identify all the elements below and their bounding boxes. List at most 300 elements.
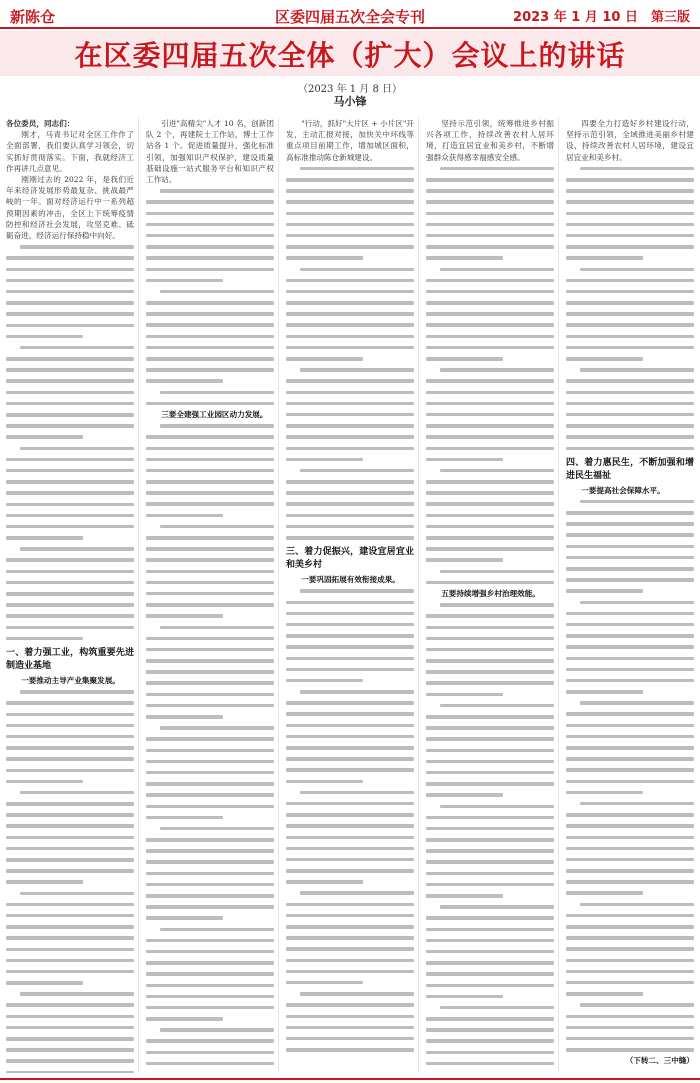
- text-line: [6, 854, 134, 865]
- text-line: [146, 331, 274, 342]
- text-line: [566, 731, 694, 742]
- text-line: [426, 252, 554, 263]
- text-line: [286, 921, 414, 932]
- text-line: [566, 988, 694, 999]
- text-line: [6, 543, 134, 554]
- text-line: [426, 756, 554, 767]
- text-line: [6, 686, 134, 697]
- text-line: [146, 968, 274, 979]
- text-line: [286, 832, 414, 843]
- header-divider: [0, 27, 700, 29]
- text-line: [146, 1035, 274, 1046]
- section-heading: 一、着力强工业，构筑重要先进制造业基地: [6, 647, 134, 671]
- text-line: [146, 219, 274, 230]
- text-line: [6, 865, 134, 876]
- article-title: 在区委四届五次全体（扩大）会议上的讲话: [74, 39, 626, 72]
- column-divider: [138, 118, 139, 1073]
- text-line: [6, 709, 134, 720]
- text-line: [566, 252, 694, 263]
- text-line: [146, 487, 274, 498]
- issue-date-page: 2023 年 1 月 10 日 第三版: [513, 10, 690, 25]
- article-column-4: [426, 118, 554, 1073]
- text-line: [426, 487, 554, 498]
- text-line: [6, 720, 134, 731]
- text-line: [426, 633, 554, 644]
- text-line: [146, 286, 274, 297]
- text-line: [426, 767, 554, 778]
- text-line: [426, 845, 554, 856]
- text-line: [426, 733, 554, 744]
- text-line: [566, 529, 694, 540]
- text-line: [566, 641, 694, 652]
- text-line: [286, 364, 414, 375]
- text-line: [146, 700, 274, 711]
- text-line: [146, 431, 274, 442]
- text-line: [566, 331, 694, 342]
- paragraph: 四要全力打造好乡村建设行动，坚持示范引领，全域推进美丽乡村建设，持续改善农村人居环境，建设宜居宜业和美乡村。: [566, 119, 694, 162]
- text-line: [566, 720, 694, 731]
- text-line: [426, 980, 554, 991]
- text-line: [286, 264, 414, 275]
- text-line: [566, 798, 694, 809]
- text-line: [286, 820, 414, 831]
- text-line: [566, 1033, 694, 1044]
- text-line: [426, 1047, 554, 1058]
- text-line: [6, 798, 134, 809]
- text-line: [286, 742, 414, 753]
- text-line: [146, 353, 274, 364]
- text-line: [426, 554, 554, 565]
- text-line: [426, 745, 554, 756]
- text-line: [146, 454, 274, 465]
- text-line: [146, 465, 274, 476]
- text-line: [286, 431, 414, 442]
- text-line: [146, 801, 274, 812]
- text-line: [6, 1022, 134, 1033]
- text-line: [6, 633, 134, 644]
- subsection-heading: 一要巩固拓展有效衔接成果。: [301, 575, 400, 585]
- text-line: [146, 308, 274, 319]
- text-line: [146, 319, 274, 330]
- text-line: [566, 264, 694, 275]
- text-line: [6, 776, 134, 787]
- text-line: [146, 208, 274, 219]
- text-line: [426, 476, 554, 487]
- text-line: [6, 599, 134, 610]
- text-line: [6, 1044, 134, 1055]
- text-line: [286, 932, 414, 943]
- text-line: [286, 943, 414, 954]
- text-line: [426, 644, 554, 655]
- text-line: [6, 809, 134, 820]
- text-line: [6, 286, 134, 297]
- text-line: [286, 876, 414, 887]
- text-line: [6, 297, 134, 308]
- text-line: [286, 697, 414, 708]
- text-line: [286, 809, 414, 820]
- text-line: [426, 946, 554, 957]
- text-line: [146, 980, 274, 991]
- text-line: [566, 776, 694, 787]
- text-line: [566, 342, 694, 353]
- text-line: [146, 275, 274, 286]
- text-line: [426, 174, 554, 185]
- text-line: [286, 319, 414, 330]
- text-line: [6, 320, 134, 331]
- text-line: [426, 297, 554, 308]
- subsection-heading: 五要持续增强乡村治理效能。: [441, 588, 540, 598]
- text-line: [426, 823, 554, 834]
- text-line: [566, 921, 694, 932]
- text-line: [286, 966, 414, 977]
- text-line: [426, 163, 554, 174]
- text-line: [426, 454, 554, 465]
- text-line: [286, 641, 414, 652]
- text-line: [566, 398, 694, 409]
- text-line: [6, 1033, 134, 1044]
- text-line: [286, 308, 414, 319]
- text-line: [6, 264, 134, 275]
- text-line: [146, 364, 274, 375]
- text-line: [566, 1011, 694, 1022]
- text-line: [146, 230, 274, 241]
- text-line: [286, 1022, 414, 1033]
- text-line: [146, 733, 274, 744]
- text-line: [566, 1044, 694, 1055]
- text-line: [286, 787, 414, 798]
- text-line: [566, 375, 694, 386]
- text-line: [426, 901, 554, 912]
- text-line: [426, 275, 554, 286]
- text-line: [6, 331, 134, 342]
- text-line: [286, 331, 414, 342]
- text-line: [426, 622, 554, 633]
- text-line: [286, 532, 414, 543]
- text-block: [286, 585, 414, 1055]
- text-line: [286, 297, 414, 308]
- text-line: [6, 988, 134, 999]
- text-line: [426, 498, 554, 509]
- text-line: [566, 809, 694, 820]
- text-line: [566, 574, 694, 585]
- text-line: [286, 409, 414, 420]
- text-line: [286, 675, 414, 686]
- text-line: [6, 977, 134, 988]
- text-line: [566, 910, 694, 921]
- text-line: [426, 700, 554, 711]
- text-line: [426, 1058, 554, 1069]
- text-line: [286, 708, 414, 719]
- text-line: [6, 876, 134, 887]
- subsection-heading: 三要全建强工业园区动力发展。: [161, 409, 268, 419]
- text-line: [286, 241, 414, 252]
- text-line: [6, 843, 134, 854]
- text-line: [6, 955, 134, 966]
- text-line: [6, 308, 134, 319]
- text-line: [286, 597, 414, 608]
- subsection-heading: 一要提高社会保障水平。: [581, 485, 665, 495]
- text-line: [566, 286, 694, 297]
- text-line: [146, 778, 274, 789]
- text-line: [566, 420, 694, 431]
- text-line: [566, 630, 694, 641]
- column-divider: [558, 118, 559, 1073]
- text-line: [566, 843, 694, 854]
- text-line: [146, 1002, 274, 1013]
- text-line: [6, 398, 134, 409]
- text-line: [146, 577, 274, 588]
- paragraph: 刚刚过去的 2022 年，是我们近年来经济发展形势最复杂、挑战最严峻的一年。面对经济运行中一系列超预期因素的冲击，全区上下统筹疫情防控和经济社会发展，攻坚克难、砥砺奋进，经济运行保持稳中向好。: [6, 175, 134, 241]
- text-line: [6, 342, 134, 353]
- text-line: [146, 532, 274, 543]
- text-line: [566, 552, 694, 563]
- text-line: [426, 543, 554, 554]
- text-line: [566, 230, 694, 241]
- text-line: [426, 856, 554, 867]
- text-line: [286, 630, 414, 641]
- text-block: [146, 185, 274, 409]
- text-line: [566, 507, 694, 518]
- text-line: [6, 910, 134, 921]
- text-line: [146, 633, 274, 644]
- text-line: [286, 443, 414, 454]
- text-line: [426, 465, 554, 476]
- text-line: [146, 342, 274, 353]
- text-line: [146, 812, 274, 823]
- text-line: [566, 496, 694, 507]
- text-line: [426, 420, 554, 431]
- text-line: [566, 353, 694, 364]
- text-line: [146, 845, 274, 856]
- text-line: [426, 912, 554, 923]
- text-line: [566, 597, 694, 608]
- text-line: [426, 801, 554, 812]
- text-line: [6, 966, 134, 977]
- text-line: [286, 798, 414, 809]
- article-column-5: [566, 118, 694, 1073]
- text-line: [286, 608, 414, 619]
- text-line: [426, 879, 554, 890]
- footer-divider: [0, 1078, 700, 1080]
- text-line: [426, 890, 554, 901]
- issue-title: 区委四届五次全会专刊: [274, 8, 425, 26]
- text-line: [566, 686, 694, 697]
- text-line: [6, 454, 134, 465]
- text-line: [6, 499, 134, 510]
- text-line: [146, 566, 274, 577]
- text-line: [426, 610, 554, 621]
- text-line: [566, 787, 694, 798]
- text-line: [6, 588, 134, 599]
- text-line: [146, 890, 274, 901]
- text-line: [426, 991, 554, 1002]
- text-line: [426, 521, 554, 532]
- text-line: [566, 608, 694, 619]
- text-line: [426, 308, 554, 319]
- section-heading: 三、着力促振兴，建设宜居宜业和美乡村: [286, 547, 414, 571]
- text-line: [286, 843, 414, 854]
- text-line: [146, 1013, 274, 1024]
- text-line: [286, 476, 414, 487]
- text-line: [286, 731, 414, 742]
- text-line: [6, 888, 134, 899]
- text-line: [426, 185, 554, 196]
- text-line: [566, 409, 694, 420]
- text-line: [286, 988, 414, 999]
- text-line: [146, 901, 274, 912]
- text-line: [426, 711, 554, 722]
- text-line: [6, 532, 134, 543]
- article-date: （2023 年 1 月 8 日）: [297, 84, 403, 95]
- text-line: [6, 753, 134, 764]
- text-line: [566, 208, 694, 219]
- text-line: [146, 957, 274, 968]
- text-line: [146, 476, 274, 487]
- text-line: [426, 431, 554, 442]
- text-line: [426, 1069, 554, 1073]
- text-line: [146, 912, 274, 923]
- text-line: [146, 443, 274, 454]
- text-line: [146, 498, 274, 509]
- text-line: [426, 364, 554, 375]
- text-line: [566, 675, 694, 686]
- text-line: [286, 375, 414, 386]
- text-line: [566, 297, 694, 308]
- text-line: [566, 387, 694, 398]
- text-line: [286, 686, 414, 697]
- text-line: [286, 776, 414, 787]
- section-heading: 四、着力惠民生，不断加强和增进民生福祉: [566, 457, 694, 481]
- text-block: [426, 599, 554, 1073]
- text-line: [426, 778, 554, 789]
- text-line: [286, 498, 414, 509]
- text-line: [566, 943, 694, 954]
- text-line: [426, 286, 554, 297]
- text-line: [426, 443, 554, 454]
- text-line: [6, 465, 134, 476]
- text-line: [286, 420, 414, 431]
- text-line: [286, 753, 414, 764]
- text-line: [6, 610, 134, 621]
- text-line: [6, 742, 134, 753]
- text-line: [286, 999, 414, 1010]
- text-line: [6, 899, 134, 910]
- text-line: [566, 308, 694, 319]
- text-block: [6, 686, 134, 1073]
- text-line: [146, 689, 274, 700]
- text-line: [566, 163, 694, 174]
- text-line: [286, 854, 414, 865]
- text-line: [146, 554, 274, 565]
- text-line: [566, 443, 694, 454]
- text-block: [146, 420, 274, 1073]
- text-line: [566, 653, 694, 664]
- text-line: [426, 398, 554, 409]
- continued-note: （下转二、三中缝）: [625, 1056, 694, 1066]
- text-line: [6, 275, 134, 286]
- text-line: [146, 610, 274, 621]
- text-line: [426, 241, 554, 252]
- text-line: [286, 910, 414, 921]
- text-line: [146, 879, 274, 890]
- text-line: [286, 252, 414, 263]
- text-line: [146, 252, 274, 263]
- text-line: [286, 720, 414, 731]
- text-line: [6, 944, 134, 955]
- text-line: [566, 977, 694, 988]
- text-line: [6, 932, 134, 943]
- text-block: [286, 163, 414, 543]
- text-line: [6, 787, 134, 798]
- text-line: [146, 521, 274, 532]
- text-line: [286, 342, 414, 353]
- text-line: [566, 585, 694, 596]
- text-line: [286, 865, 414, 876]
- text-line: [286, 230, 414, 241]
- article-column-1: [6, 118, 134, 1073]
- text-line: [6, 375, 134, 386]
- text-line: [6, 510, 134, 521]
- text-line: [6, 731, 134, 742]
- text-line: [426, 409, 554, 420]
- text-line: [286, 286, 414, 297]
- text-line: [286, 887, 414, 898]
- text-line: [566, 185, 694, 196]
- text-line: [286, 465, 414, 476]
- text-line: [426, 230, 554, 241]
- text-line: [566, 999, 694, 1010]
- text-line: [286, 764, 414, 775]
- paragraph: 刚才，马青书记对全区工作作了全面部署，我们要认真学习领会，切实抓好贯彻落实。下面，我就经济工作再讲几点意见。: [6, 130, 134, 173]
- text-line: [146, 375, 274, 386]
- text-line: [6, 622, 134, 633]
- text-line: [286, 208, 414, 219]
- text-line: [146, 789, 274, 800]
- text-line: [6, 697, 134, 708]
- text-line: [426, 577, 554, 588]
- text-line: [566, 174, 694, 185]
- text-line: [566, 664, 694, 675]
- text-line: [286, 163, 414, 174]
- text-line: [6, 431, 134, 442]
- text-line: [146, 510, 274, 521]
- text-line: [566, 431, 694, 442]
- text-line: [146, 588, 274, 599]
- text-line: [426, 319, 554, 330]
- text-line: [146, 1069, 274, 1073]
- text-line: [146, 677, 274, 688]
- text-line: [566, 518, 694, 529]
- text-line: [566, 364, 694, 375]
- text-line: [146, 767, 274, 778]
- text-line: [426, 655, 554, 666]
- text-line: [146, 756, 274, 767]
- text-block: [566, 163, 694, 454]
- text-line: [286, 387, 414, 398]
- text-line: [146, 599, 274, 610]
- text-line: [426, 196, 554, 207]
- text-line: [286, 521, 414, 532]
- text-line: [566, 887, 694, 898]
- text-line: [146, 935, 274, 946]
- text-line: [286, 1033, 414, 1044]
- text-line: [426, 924, 554, 935]
- text-line: [566, 563, 694, 574]
- text-line: [426, 375, 554, 386]
- text-line: [286, 196, 414, 207]
- text-line: [6, 921, 134, 932]
- text-line: [146, 834, 274, 845]
